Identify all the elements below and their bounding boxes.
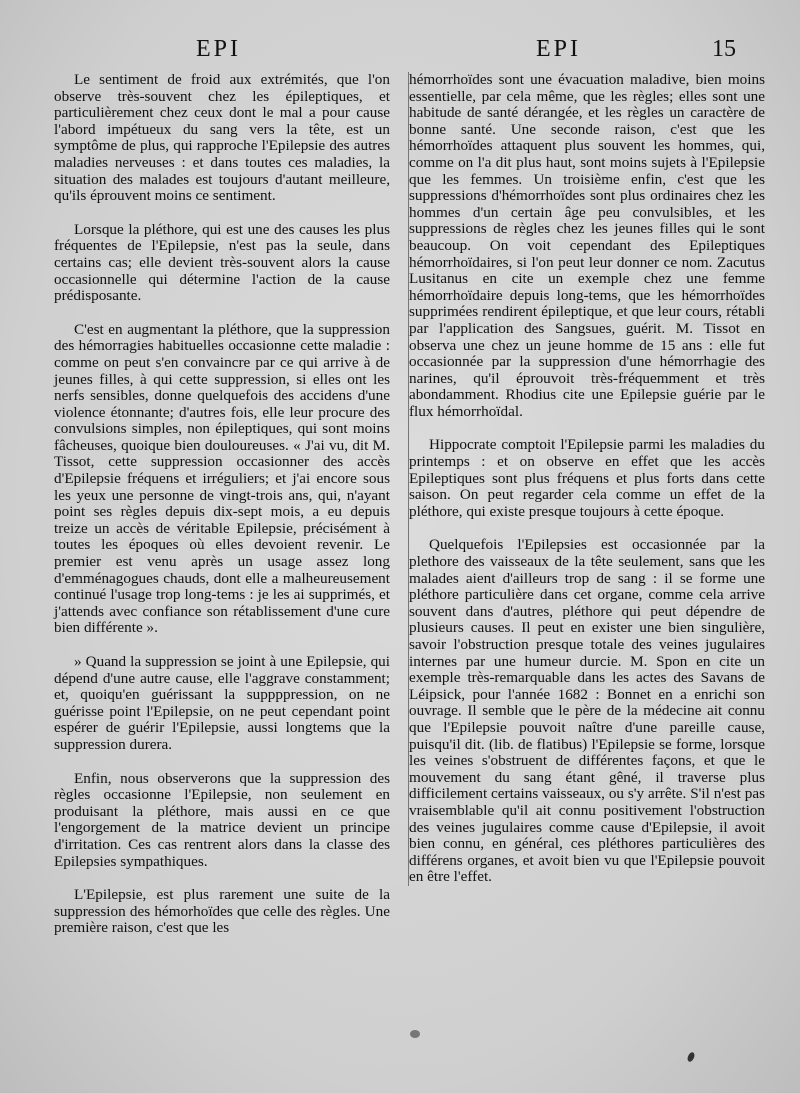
running-head-left: EPI	[196, 36, 241, 62]
running-head-right: EPI	[536, 36, 581, 62]
left-column	[54, 72, 390, 937]
ink-spot	[410, 1030, 420, 1038]
ink-spot	[686, 1051, 696, 1063]
paragraph: Quelquefois l'Epilepsies est occasionnée par la plethore des vaisseaux de la tête seulement, sans que les malades aient d'ailleurs trop de sang : il se forme une pléthore particulière dans cet organe, comme cela arrive souvent dans d'autres, pléthore qui peut dépendre de plusieurs causes. Il peut en exister une bien singulière, savoir l'obstruction presque totale des veines jugulaires internes par une humeur durcie. M. Spon en cite un exemple très-remarquable dans les actes des Savans de Léipsick, pour l'année 1682 : Bonnet en a enrichi son ouvrage. Il semble que le père de la médecine ait connu que l'Epilepsie pouvoit naître d'une pareille cause, puisqu'il dit. (lib. de flatibus) l'Epilepsie se forme, lorsque les veines s'obstruent de différentes façons, et que le mouvement du sang étant gêné, il traverse plus difficilement certains vaisseaux, ou s'y arrête. S'il n'est pas vraisemblable qu'il ait connu positivement l'obstruction des veines jugulaires comme cause d'Epilepsie, il avoit bien connu, en général, ces pléthores particulières des différens organes, et avoit bien vu que l'Epilepsie pouvoit en être l'effet.	[409, 536, 765, 886]
right-column	[408, 72, 765, 886]
paragraph: Enfin, nous observerons que la suppression des règles occasionne l'Epilepsie, non seulement en produisant la pléthore, mais aussi en ce que l'engorgement de la matrice devient un principe d'irritation. Ces cas rentrent alors dans la classe des Epilepsies sympathiques.	[54, 769, 390, 870]
page-number: 15	[712, 36, 736, 62]
paragraph: hémorrhoïdes sont une évacuation maladive, bien moins essentielle, par cela même, que les règles; elles sont une habitude de santé dérangée, et les règles un caractère de bonne santé. Une seconde raison, c'est que les hémorrhoïdes attaquent plus souvent les hommes, qui, comme on l'a dit plus haut, sont moins sujets à l'Epilepsie que les femmes. Un troisième enfin, c'est que les suppressions d'hémorrhoïdes sont plus ordinaires chez les hommes d'un certain âge peu convulsibles, et les suppressions de règles chez les jeunes filles qui le sont beaucoup. On voit cependant des Epileptiques hémorrhoïdaires, si l'on peut leur donner ce nom. Zacutus Lusitanus en cite un exemple chez une femme hémorrhoïdaire depuis long-tems, que les hémorrhoïdes supprimées rendirent épileptique, et que leur cours, rétabli par l'application des Sangsues, guérit. M. Tissot en observa une chez un jeune homme de 15 ans : elle fut occasionnée par la suppression d'une hémorrhagie des narines, qu'il éprouvoit très-fréquemment et très abondamment. Rhodius cite une Epilepsie guérie par le flux hémorrhoïdal.	[409, 71, 765, 420]
paragraph: Lorsque la pléthore, qui est une des causes les plus fréquentes de l'Epilepsie, n'est pas la seule, dans certains cas; elle devient très-souvent alors la cause occasionnelle qui détermine l'action de la cause prédisposante.	[54, 220, 390, 305]
paragraph: Hippocrate comptoit l'Epilepsie parmi les maladies du printemps : et on observe en effet que les accès Epileptiques sont plus fréquens et plus forts dans cette saison. On peut regarder cela comme un effet de la pléthore, qui existe presque toujours à cette époque.	[409, 436, 765, 520]
paragraph: L'Epilepsie, est plus rarement une suite de la suppression des hémorhoïdes que celle des règles. Une première raison, c'est que les	[54, 886, 390, 937]
paragraph: C'est en augmentant la pléthore, que la suppression des hémorragies habituelles occasionne cette maladie : comme on peut s'en convaincre par ce qui arrive à de jeunes filles, à qui cette suppression, si elles ont les nerfs sensibles, donne quelquefois des accidens d'une violence étonnante; d'autres fois, elle leur procure des convulsions simples, non épileptiques, qui sont moins fâcheuses, quoique bien douloureuses. « J'ai vu, dit M. Tissot, cette suppression occasionner des accès d'Epilepsie fréquens et irréguliers; et j'ai encore sous les yeux une personne de vingt-trois ans, qui, n'ayant point ses règles depuis dix-sept mois, a eu depuis treize un accès de véritable Epilepsie, précisément à toutes les époques où elles devoient revenir. Le premier est venu après un usage assez long d'emménagogues chauds, dont elle a malheureusement continué l'usage trop long-tems : je les ai supprimés, et j'attends avec confiance son rétablissement d'une cure bien différente ».	[54, 320, 390, 637]
paragraph: » Quand la suppression se joint à une Epilepsie, qui dépend d'une autre cause, elle l'aggrave constamment; et, quoiqu'en guérissant la suppppression, on ne guérisse point l'Epilepsie, on ne peut cependant point espérer de guérir l'Epilepsie, aussi longtems que la suppression durera.	[54, 653, 390, 753]
paragraph: Le sentiment de froid aux extrémités, que l'on observe très-souvent chez les épileptiques, et particulièrement chez ceux dont le mal a pour cause l'abord impétueux du sang vers la tête, est un symptôme de plus, qui rapproche l'Epilepsie des autres maladies nerveuses : et dans toutes ces maladies, la situation des malades est toujours d'autant meilleure, qu'ils éprouvent moins ce sentiment.	[54, 71, 390, 205]
